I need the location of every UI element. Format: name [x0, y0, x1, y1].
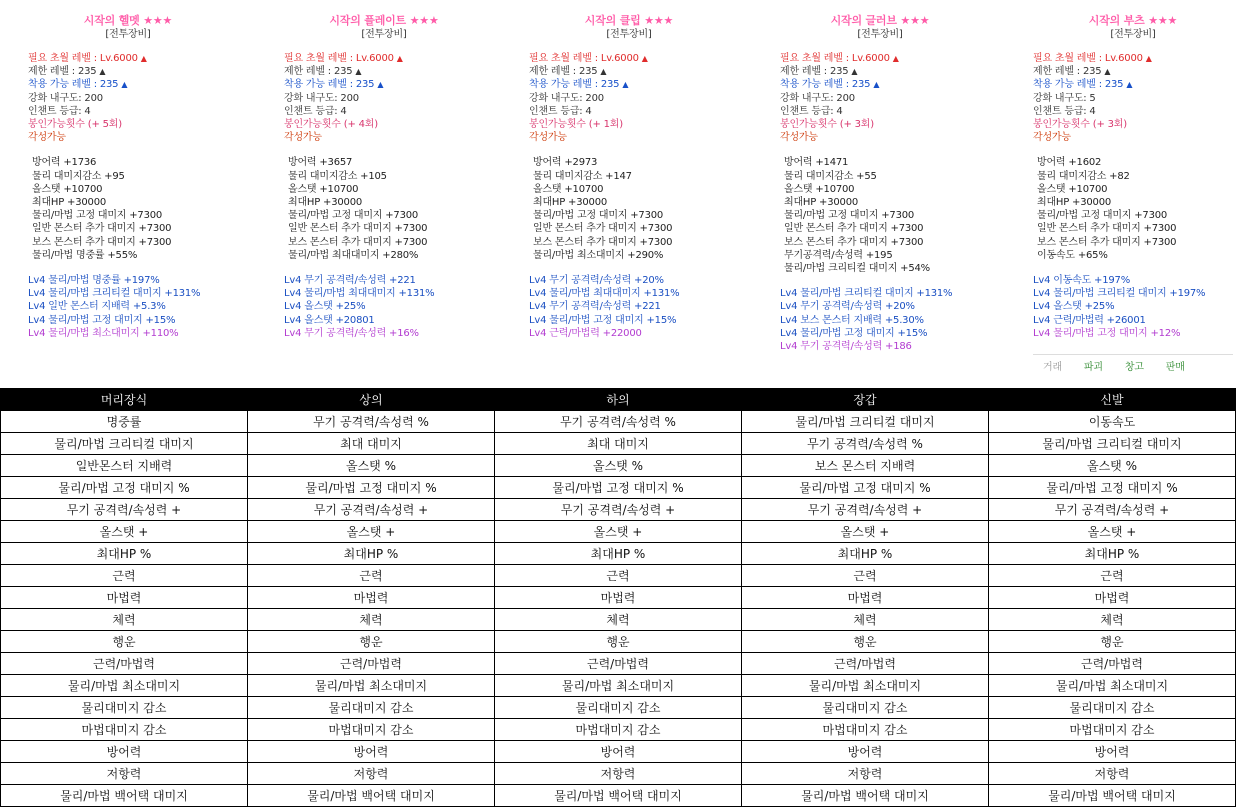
table-row — [1, 609, 1236, 631]
stat-line: 물리 대미지감소 +55 — [784, 170, 877, 182]
stat-line: 물리/마법 고정 대미지 +7300 — [32, 210, 163, 222]
table-cell: 최대HP % — [742, 543, 989, 565]
stat-line: 보스 몬스터 추가 대미지 +7300 — [32, 236, 172, 248]
usable-level: 착용 가능 레벨 : 235 ▲ — [28, 79, 128, 91]
table-cell: 물리/마법 크리티컬 대미지 — [989, 433, 1236, 455]
table-cell: 체력 — [495, 609, 742, 631]
stat-line: 방어력 +2973 — [533, 157, 598, 169]
table-cell: 체력 — [248, 609, 495, 631]
awaken-status: 각성가능 — [1033, 132, 1071, 144]
table-cell: 무기 공격력/속성력 + — [989, 499, 1236, 521]
table-cell: 물리/마법 고정 대미지 % — [495, 477, 742, 499]
table-cell: 올스탯 + — [742, 521, 989, 543]
item-tooltip-card — [780, 14, 980, 353]
table-cell: 행운 — [495, 631, 742, 653]
stat-line: 올스탯 +10700 — [32, 183, 103, 195]
item-title: 시작의 헬멧 ★★★ — [83, 14, 173, 27]
star-rating-icon: ★★★ — [900, 14, 930, 27]
stat-line: 최대HP +30000 — [1037, 197, 1112, 209]
limit-level: 제한 레벨 : 235 ▲ — [284, 66, 362, 78]
table-cell: 마법력 — [742, 587, 989, 609]
table-cell: 최대HP % — [495, 543, 742, 565]
table-cell: 최대HP % — [989, 543, 1236, 565]
potential-line: Lv4 무기 공격력/속성력 +186 — [780, 341, 912, 353]
stat-line: 올스탯 +10700 — [533, 183, 604, 195]
triangle-up-icon: ▲ — [1126, 80, 1133, 90]
table-cell: 마법대미지 감소 — [1, 719, 248, 741]
table-cell: 물리대미지 감소 — [495, 697, 742, 719]
triangle-up-icon: ▲ — [873, 80, 880, 90]
stat-line: 최대HP +30000 — [784, 197, 859, 209]
stat-line: 물리 대미지감소 +82 — [1037, 170, 1130, 182]
table-cell: 근력 — [1, 565, 248, 587]
table-cell: 근력 — [248, 565, 495, 587]
table-cell: 물리/마법 백어택 대미지 — [1, 785, 248, 807]
stat-line: 최대HP +30000 — [32, 197, 107, 209]
table-row — [1, 455, 1236, 477]
potential-line: Lv4 올스탯 +25% — [284, 301, 366, 313]
potential-line: Lv4 물리/마법 크리티컬 대미지 +131% — [28, 288, 201, 300]
star-rating-icon: ★★★ — [644, 14, 674, 27]
awaken-status: 각성가능 — [529, 132, 567, 144]
table-cell: 마법력 — [495, 587, 742, 609]
potential-line: Lv4 보스 몬스터 지배력 +5.30% — [780, 314, 924, 326]
table-cell: 물리/마법 크리티컬 대미지 — [1, 433, 248, 455]
item-category: [전투장비] — [361, 29, 407, 40]
potential-line: Lv4 물리/마법 고정 대미지 +15% — [780, 327, 928, 339]
durability: 강화 내구도: 200 — [28, 92, 103, 104]
limit-level: 제한 레벨 : 235 ▲ — [28, 66, 106, 78]
column-header: 장갑 — [742, 389, 989, 411]
limit-level: 제한 레벨 : 235 ▲ — [1033, 66, 1111, 78]
usable-level: 착용 가능 레벨 : 235 ▲ — [284, 79, 384, 91]
table-cell: 물리/마법 백어택 대미지 — [742, 785, 989, 807]
table-cell: 물리/마법 고정 대미지 % — [989, 477, 1236, 499]
table-cell: 근력 — [742, 565, 989, 587]
potential-line: Lv4 근력/마법력 +26001 — [1033, 314, 1146, 326]
table-cell: 근력/마법력 — [989, 653, 1236, 675]
potential-line: Lv4 무기 공격력/속성력 +221 — [284, 275, 416, 287]
action-button-4[interactable]: 판매 — [1165, 362, 1185, 374]
item-category: [전투장비] — [857, 29, 903, 40]
item-tooltip-card — [1033, 14, 1233, 374]
triangle-up-icon: ▲ — [355, 67, 362, 77]
table-cell: 올스탯 + — [495, 521, 742, 543]
table-cell: 물리/마법 백어택 대미지 — [248, 785, 495, 807]
durability: 강화 내구도: 200 — [284, 92, 359, 104]
table-cell: 마법력 — [989, 587, 1236, 609]
item-tooltip-card — [529, 14, 729, 340]
enchant-grade: 인챈트 등급: 4 — [28, 105, 91, 117]
column-header: 상의 — [248, 389, 495, 411]
table-cell: 최대HP % — [248, 543, 495, 565]
table-cell: 무기 공격력/속성력 + — [495, 499, 742, 521]
stat-line: 일반 몬스터 추가 대미지 +7300 — [533, 223, 673, 235]
stat-line: 무기공격력/속성력 +195 — [784, 249, 893, 261]
table-cell: 물리/마법 최소대미지 — [495, 675, 742, 697]
table-cell: 방어력 — [495, 741, 742, 763]
potential-line: Lv4 물리/마법 고정 대미지 +12% — [1033, 327, 1181, 339]
potential-line: Lv4 물리/마법 최소대미지 +110% — [28, 327, 179, 339]
required-level: 필요 초월 레벨 : Lv.6000 ▲ — [284, 53, 403, 64]
stat-line: 올스탯 +10700 — [1037, 183, 1108, 195]
triangle-up-icon: ▲ — [140, 54, 147, 63]
table-cell: 올스탯 + — [248, 521, 495, 543]
column-header: 머리장식 — [1, 389, 248, 411]
triangle-up-icon: ▲ — [600, 67, 607, 77]
seal-count: 봉인가능횟수 (+ 1회) — [529, 119, 623, 131]
enchant-grade: 인챈트 등급: 4 — [780, 105, 843, 117]
potential-line: Lv4 일반 몬스터 지배력 +5.3% — [28, 301, 166, 313]
star-rating-icon: ★★★ — [1148, 14, 1178, 27]
table-cell: 근력/마법력 — [248, 653, 495, 675]
table-row — [1, 785, 1236, 807]
triangle-up-icon: ▲ — [641, 54, 648, 63]
stat-line: 보스 몬스터 추가 대미지 +7300 — [533, 236, 673, 248]
table-cell: 무기 공격력/속성력 + — [742, 499, 989, 521]
seal-count: 봉인가능횟수 (+ 4회) — [284, 119, 378, 131]
durability: 강화 내구도: 200 — [529, 92, 604, 104]
table-cell: 물리/마법 최소대미지 — [1, 675, 248, 697]
table-row — [1, 411, 1236, 433]
stat-line: 물리 대미지감소 +95 — [32, 170, 125, 182]
awaken-status: 각성가능 — [780, 132, 818, 144]
table-row — [1, 477, 1236, 499]
awaken-status: 각성가능 — [28, 132, 66, 144]
table-cell: 근력/마법력 — [742, 653, 989, 675]
table-cell: 근력 — [495, 565, 742, 587]
table-cell: 체력 — [989, 609, 1236, 631]
table-cell: 마법대미지 감소 — [248, 719, 495, 741]
stat-line: 물리/마법 최대대미지 +280% — [288, 249, 419, 261]
enchant-grade: 인챈트 등급: 4 — [1033, 105, 1096, 117]
table-cell: 행운 — [248, 631, 495, 653]
stat-line: 일반 몬스터 추가 대미지 +7300 — [1037, 223, 1177, 235]
usable-level: 착용 가능 레벨 : 235 ▲ — [529, 79, 629, 91]
potential-line: Lv4 무기 공격력/속성력 +16% — [284, 327, 419, 339]
table-cell: 이동속도 — [989, 411, 1236, 433]
table-row — [1, 675, 1236, 697]
table-cell: 일반몬스터 지배력 — [1, 455, 248, 477]
column-header: 하의 — [495, 389, 742, 411]
table-row — [1, 653, 1236, 675]
potential-line: Lv4 올스탯 +20801 — [284, 314, 375, 326]
table-cell: 방어력 — [1, 741, 248, 763]
potential-line: Lv4 물리/마법 고정 대미지 +15% — [28, 314, 176, 326]
table-row — [1, 521, 1236, 543]
table-cell: 물리대미지 감소 — [248, 697, 495, 719]
table-row — [1, 631, 1236, 653]
stat-line: 올스탯 +10700 — [784, 183, 855, 195]
triangle-up-icon: ▲ — [99, 67, 106, 77]
stat-line: 물리/마법 고정 대미지 +7300 — [288, 210, 419, 222]
table-cell: 무기 공격력/속성력 + — [248, 499, 495, 521]
stat-line: 방어력 +3657 — [288, 157, 353, 169]
table-cell: 명중률 — [1, 411, 248, 433]
table-cell: 마법력 — [248, 587, 495, 609]
tooltip-panel — [0, 0, 1236, 388]
stat-line: 방어력 +1602 — [1037, 157, 1102, 169]
item-category: [전투장비] — [606, 29, 652, 40]
item-title: 시작의 플레이트 ★★★ — [329, 14, 439, 27]
table-cell: 무기 공격력/속성력 % — [742, 433, 989, 455]
potential-line: Lv4 이동속도 +197% — [1033, 275, 1131, 287]
triangle-up-icon: ▲ — [377, 80, 384, 90]
enchant-grade: 인챈트 등급: 4 — [529, 105, 592, 117]
table-cell: 물리/마법 크리티컬 대미지 — [742, 411, 989, 433]
table-row — [1, 499, 1236, 521]
star-rating-icon: ★★★ — [143, 14, 173, 27]
action-button-3[interactable]: 창고 — [1124, 362, 1144, 374]
item-title: 시작의 글러브 ★★★ — [830, 14, 930, 27]
stat-line: 일반 몬스터 추가 대미지 +7300 — [32, 223, 172, 235]
stat-line: 물리 대미지감소 +105 — [288, 170, 387, 182]
stat-line: 물리 대미지감소 +147 — [533, 170, 632, 182]
required-level: 필요 초월 레벨 : Lv.6000 ▲ — [780, 53, 899, 64]
stat-line: 이동속도 +65% — [1037, 249, 1108, 261]
seal-count: 봉인가능횟수 (+ 3회) — [780, 119, 874, 131]
table-cell: 행운 — [1, 631, 248, 653]
table-cell: 방어력 — [989, 741, 1236, 763]
stat-line: 최대HP +30000 — [288, 197, 363, 209]
table-cell: 물리/마법 백어택 대미지 — [989, 785, 1236, 807]
stat-line: 물리/마법 고정 대미지 +7300 — [1037, 210, 1168, 222]
star-rating-icon: ★★★ — [409, 14, 439, 27]
table-cell: 마법대미지 감소 — [742, 719, 989, 741]
potential-line: Lv4 근력/마법력 +22000 — [529, 327, 642, 339]
triangle-up-icon: ▲ — [396, 54, 403, 63]
table-cell: 올스탯 + — [1, 521, 248, 543]
usable-level: 착용 가능 레벨 : 235 ▲ — [780, 79, 880, 91]
seal-count: 봉인가능횟수 (+ 5회) — [28, 119, 122, 131]
stat-line: 방어력 +1471 — [784, 157, 849, 169]
potential-line: Lv4 물리/마법 최대대미지 +131% — [529, 288, 680, 300]
stat-line: 최대HP +30000 — [533, 197, 608, 209]
table-cell: 근력/마법력 — [495, 653, 742, 675]
table-row — [1, 741, 1236, 763]
stat-line: 일반 몬스터 추가 대미지 +7300 — [784, 223, 924, 235]
item-tooltip-card — [28, 14, 228, 340]
triangle-up-icon: ▲ — [1145, 54, 1152, 63]
seal-count: 봉인가능횟수 (+ 3회) — [1033, 119, 1127, 131]
table-cell: 저항력 — [742, 763, 989, 785]
table-cell: 올스탯 + — [989, 521, 1236, 543]
stat-line: 방어력 +1736 — [32, 157, 97, 169]
table-cell: 체력 — [742, 609, 989, 631]
stat-line: 일반 몬스터 추가 대미지 +7300 — [288, 223, 428, 235]
table-cell: 물리/마법 백어택 대미지 — [495, 785, 742, 807]
table-cell: 무기 공격력/속성력 % — [495, 411, 742, 433]
table-cell: 물리/마법 고정 대미지 % — [742, 477, 989, 499]
stat-line: 보스 몬스터 추가 대미지 +7300 — [288, 236, 428, 248]
stat-line: 보스 몬스터 추가 대미지 +7300 — [1037, 236, 1177, 248]
table-cell: 방어력 — [742, 741, 989, 763]
item-title: 시작의 부츠 ★★★ — [1088, 14, 1178, 27]
table-cell: 저항력 — [495, 763, 742, 785]
potential-line: Lv4 물리/마법 크리티컬 대미지 +197% — [1033, 288, 1206, 300]
durability: 강화 내구도: 200 — [780, 92, 855, 104]
table-cell: 올스탯 % — [248, 455, 495, 477]
item-category: [전투장비] — [1110, 29, 1156, 40]
table-cell: 저항력 — [989, 763, 1236, 785]
table-cell: 무기 공격력/속성력 % — [248, 411, 495, 433]
stat-line: 올스탯 +10700 — [288, 183, 359, 195]
table-cell: 마법대미지 감소 — [989, 719, 1236, 741]
table-cell: 방어력 — [248, 741, 495, 763]
table-cell: 올스탯 % — [989, 455, 1236, 477]
enchant-grade: 인챈트 등급: 4 — [284, 105, 347, 117]
table-cell: 최대 대미지 — [495, 433, 742, 455]
table-row — [1, 587, 1236, 609]
item-category: [전투장비] — [105, 29, 151, 40]
required-level: 필요 초월 레벨 : Lv.6000 ▲ — [28, 53, 147, 64]
stat-line: 물리/마법 최소대미지 +290% — [533, 249, 664, 261]
item-tooltip-card — [284, 14, 484, 340]
table-header-row — [1, 389, 1236, 411]
table-cell: 저항력 — [248, 763, 495, 785]
table-cell: 최대HP % — [1, 543, 248, 565]
required-level: 필요 초월 레벨 : Lv.6000 ▲ — [529, 53, 648, 64]
potential-line: Lv4 물리/마법 최대대미지 +131% — [284, 288, 435, 300]
table-cell: 행운 — [989, 631, 1236, 653]
table-cell: 물리/마법 최소대미지 — [742, 675, 989, 697]
table-row — [1, 763, 1236, 785]
potential-line: Lv4 무기 공격력/속성력 +221 — [529, 301, 661, 313]
action-bar — [1033, 354, 1233, 374]
table-cell: 물리/마법 최소대미지 — [989, 675, 1236, 697]
table-cell: 행운 — [742, 631, 989, 653]
potential-line: Lv4 올스탯 +25% — [1033, 301, 1115, 313]
table-cell: 보스 몬스터 지배력 — [742, 455, 989, 477]
limit-level: 제한 레벨 : 235 ▲ — [529, 66, 607, 78]
stat-line: 물리/마법 명중률 +55% — [32, 249, 138, 261]
table-row — [1, 543, 1236, 565]
table-cell: 저항력 — [1, 763, 248, 785]
table-row — [1, 433, 1236, 455]
action-button-2[interactable]: 파괴 — [1083, 362, 1103, 374]
table-cell: 물리/마법 고정 대미지 % — [1, 477, 248, 499]
potential-line: Lv4 무기 공격력/속성력 +20% — [780, 301, 915, 313]
table-cell: 물리/마법 고정 대미지 % — [248, 477, 495, 499]
table-cell: 마법력 — [1, 587, 248, 609]
table-cell: 물리대미지 감소 — [989, 697, 1236, 719]
potential-line: Lv4 무기 공격력/속성력 +20% — [529, 275, 664, 287]
table-cell: 체력 — [1, 609, 248, 631]
potential-line: Lv4 물리/마법 명중률 +197% — [28, 275, 160, 287]
usable-level: 착용 가능 레벨 : 235 ▲ — [1033, 79, 1133, 91]
table-cell: 물리대미지 감소 — [742, 697, 989, 719]
column-header: 신발 — [989, 389, 1236, 411]
table-row — [1, 697, 1236, 719]
stat-line: 보스 몬스터 추가 대미지 +7300 — [784, 236, 924, 248]
item-title: 시작의 클립 ★★★ — [584, 14, 674, 27]
table-row — [1, 565, 1236, 587]
table-cell: 근력/마법력 — [1, 653, 248, 675]
table-cell: 물리대미지 감소 — [1, 697, 248, 719]
potential-line: Lv4 물리/마법 고정 대미지 +15% — [529, 314, 677, 326]
triangle-up-icon: ▲ — [622, 80, 629, 90]
stat-line: 물리/마법 고정 대미지 +7300 — [533, 210, 664, 222]
triangle-up-icon: ▲ — [1104, 67, 1111, 77]
stat-line: 물리/마법 고정 대미지 +7300 — [784, 210, 915, 222]
action-button-1[interactable]: 거래 — [1043, 362, 1062, 374]
triangle-up-icon: ▲ — [121, 80, 128, 90]
awaken-status: 각성가능 — [284, 132, 322, 144]
option-table — [0, 388, 1236, 807]
required-level: 필요 초월 레벨 : Lv.6000 ▲ — [1033, 53, 1152, 64]
potential-line: Lv4 물리/마법 크리티컬 대미지 +131% — [780, 288, 953, 300]
table-row — [1, 719, 1236, 741]
table-cell: 최대 대미지 — [248, 433, 495, 455]
limit-level: 제한 레벨 : 235 ▲ — [780, 66, 858, 78]
table-cell: 마법대미지 감소 — [495, 719, 742, 741]
triangle-up-icon: ▲ — [851, 67, 858, 77]
stat-line: 물리/마법 크리티컬 대미지 +54% — [784, 263, 930, 275]
table-cell: 무기 공격력/속성력 + — [1, 499, 248, 521]
triangle-up-icon: ▲ — [892, 54, 899, 63]
table-cell: 물리/마법 최소대미지 — [248, 675, 495, 697]
durability: 강화 내구도: 5 — [1033, 92, 1096, 104]
table-cell: 근력 — [989, 565, 1236, 587]
table-cell: 올스탯 % — [495, 455, 742, 477]
